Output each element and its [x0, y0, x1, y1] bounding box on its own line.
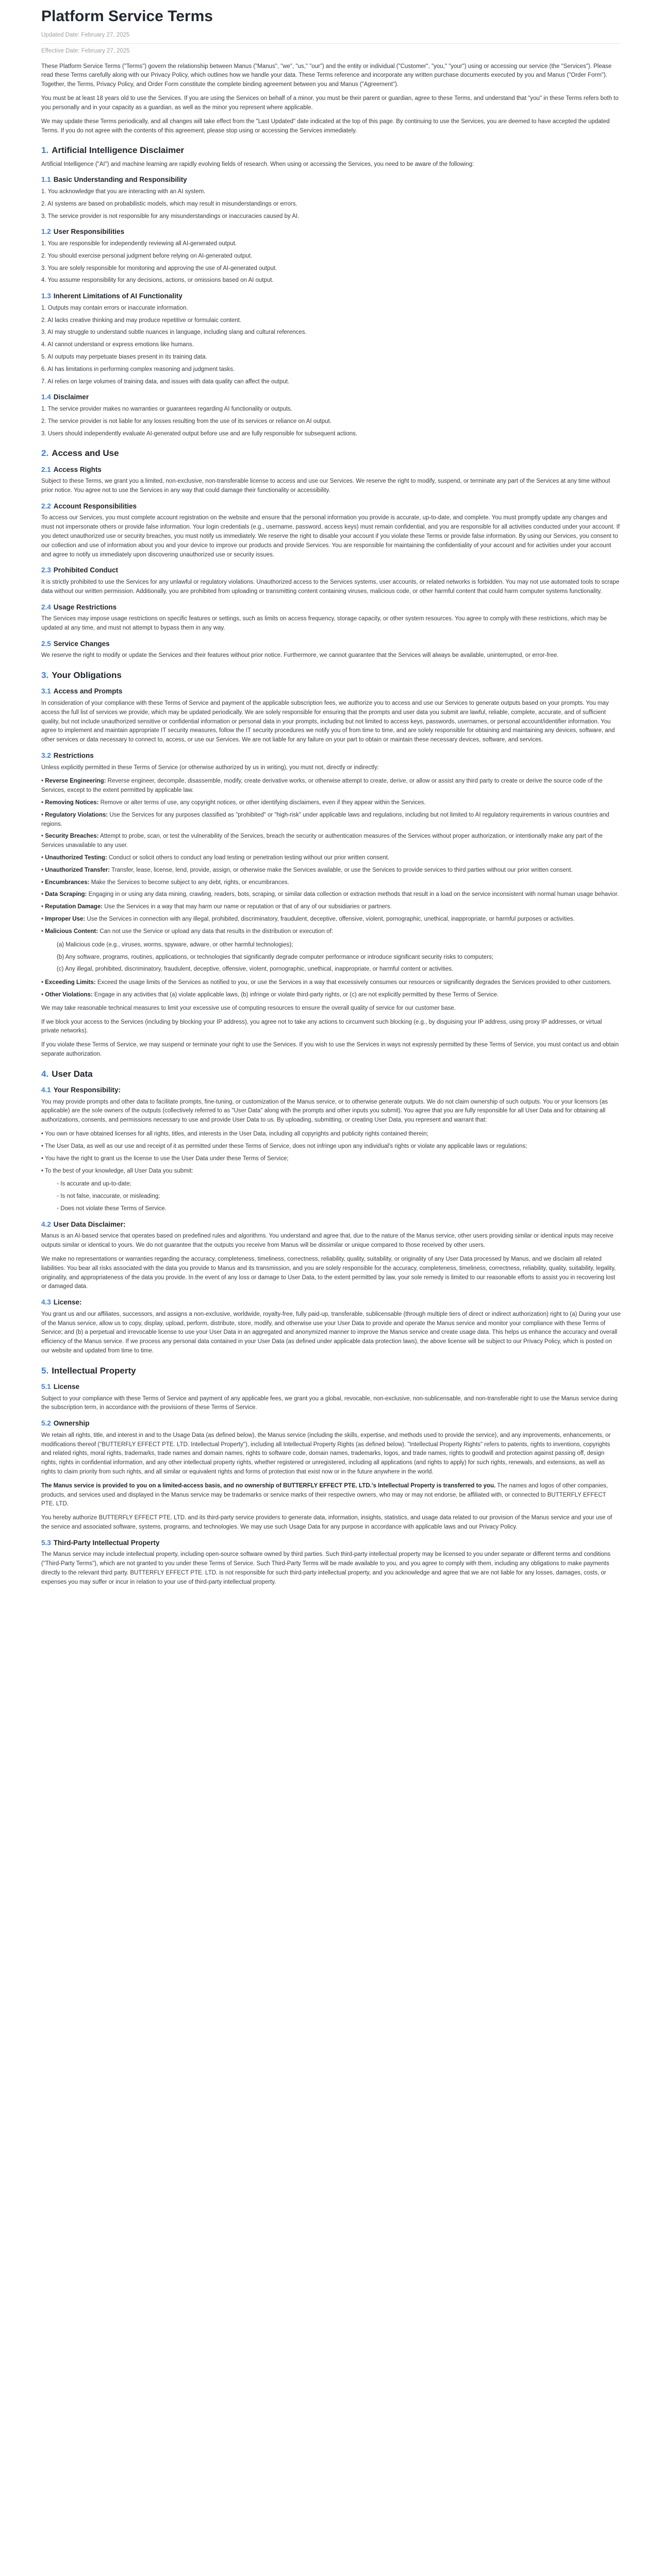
restriction-text: Reverse engineer, decompile, disassemble, modify, create derivative works, or otherwise attempt to create, derive, or allow or assist any third party to create or derive the source code of the Services, except to the extent permitted by applicable law.	[41, 778, 603, 794]
subsection-number: 4.2	[41, 1220, 51, 1228]
subsection-title: Service Changes	[53, 639, 110, 648]
list-item: 4. You assume responsibility for any decisions, actions, or omissions based on AI output.	[41, 277, 274, 284]
restriction-text: Can not use the Service or upload any data that results in the distribution or execution of:	[98, 928, 333, 935]
section-heading-3	[41, 670, 621, 681]
subsection-title: Disclaimer	[53, 393, 89, 401]
restriction-text: Make the Services to become subject to any debt, rights, or encumbrances.	[89, 879, 289, 886]
section-title: User Data	[52, 1069, 93, 1079]
list-item: 1. You acknowledge that you are interacting with an AI system.	[41, 188, 206, 195]
section-heading-2	[41, 448, 621, 459]
section-title: Intellectual Property	[52, 1365, 136, 1376]
subsection-heading-3-1	[41, 687, 621, 696]
section-number: 3.	[41, 670, 49, 681]
section-title: Your Obligations	[52, 670, 122, 681]
list-item: • Removing Notices: Remove or alter terms of use, any copyright notices, or other identifying disclaimers, even if they appear within the Services.	[41, 799, 426, 806]
restriction-text: Transfer, lease, license, lend, provide, assign, or otherwise make the Services available, or use the Services to provide services to third parties without our prior written consent.	[110, 867, 573, 873]
section-heading-5	[41, 1365, 621, 1376]
warranty-sublist	[57, 1180, 621, 1213]
restriction-term: Unauthorized Transfer:	[45, 867, 110, 873]
page-title: Platform Service Terms	[41, 8, 213, 25]
subsection-title: User Data Disclaimer:	[53, 1220, 126, 1228]
warranty-list	[41, 1130, 621, 1176]
subsection-number: 5.1	[41, 1383, 51, 1391]
subsection-heading-1-3	[41, 292, 621, 301]
restriction-text: Use the Services in a way that may harm our name or reputation or that of any of our subsidiaries or partners.	[103, 904, 392, 910]
list-item: 3. Users should independently evaluate AI-generated output before use and are fully responsible for subsequent actions.	[41, 430, 358, 437]
list-item: • Encumbrances: Make the Services to become subject to any debt, rights, or encumbrances.	[41, 879, 289, 886]
list-item: • Reputation Damage: Use the Services in a way that may harm our name or reputation or that of any of our subsidiaries or partners.	[41, 904, 392, 910]
subsection-heading-2-3	[41, 566, 621, 575]
list-item: 1. The service provider makes no warranties or guarantees regarding AI functionality or outputs.	[41, 405, 292, 412]
list-item: • Malicious Content: Can not use the Service or upload any data that results in the distribution or execution of:	[41, 928, 333, 935]
restriction-term: Improper Use:	[45, 916, 86, 923]
list-item: 1. Outputs may contain errors or inaccurate information.	[41, 304, 188, 311]
malicious-sublist	[57, 941, 621, 974]
subsection-title: User Responsibilities	[53, 228, 125, 236]
paragraph: We reserve the right to modify or update the Services and their features without prior notice. Furthermore, we cannot guarantee that the Services will always be available, uninterrupted, or error-free.	[41, 652, 559, 659]
subsection-title: Restrictions	[53, 751, 94, 759]
section-intro: Artificial Intelligence ("AI") and machine learning are rapidly evolving fields of research. When using or accessing the Services, you need to be aware of the following:	[41, 161, 474, 167]
list-item: • You have the right to grant us the license to use the User Data under these Terms of Service;	[41, 1155, 289, 1162]
paragraph: It is strictly prohibited to use the Services for any unlawful or regulatory violations. Unauthorized access to the Services systems, user accounts, or related networks is forbidden. You may not use automated tools to scrape data without our written permission. Additionally, you are prohibited from uploading or transmitting content containing viruses, malicious code, or other harmful content that could harm computer systems functionality.	[41, 579, 620, 595]
list-item: 2. The service provider is not liable for any losses resulting from the use of its services or reliance on AI output.	[41, 418, 332, 425]
list-item: 2. You should exercise personal judgment before relying on AI-generated output.	[41, 252, 253, 259]
subsection-heading-2-1	[41, 465, 621, 474]
restriction-text: Engage in any activities that (a) violate applicable laws, (b) infringe or violate third-party rights, or (c) are not explicitly permitted by these Terms of Service.	[92, 991, 499, 998]
subsection-heading-3-2	[41, 751, 621, 760]
restriction-text: Conduct or solicit others to conduct any load testing or penetration testing without our prior written consent.	[107, 855, 389, 861]
subsection-number: 2.3	[41, 566, 51, 574]
numbered-list	[41, 304, 621, 387]
subsection-heading-2-5	[41, 639, 621, 649]
list-item: 3. The service provider is not responsible for any misunderstandings or inaccuracies caused by AI.	[41, 213, 300, 219]
subsection-number: 2.4	[41, 603, 51, 611]
restriction-text: Exceed the usage limits of the Services as notified to you, or use the Services in a way that excessively consumes our resources or significantly degrades the Services provided to other customers.	[95, 979, 612, 986]
restriction-term: Unauthorized Testing:	[45, 855, 107, 861]
subsection-heading-5-3	[41, 1538, 621, 1548]
list-item: 5. AI outputs may perpetuate biases present in its training data.	[41, 353, 207, 360]
subsection-number: 1.2	[41, 228, 51, 236]
section-title: Access and Use	[52, 448, 119, 459]
list-item: • Exceeding Limits: Exceed the usage limits of the Services as notified to you, or use the Services in a way that excessively consumes our resources or significantly degrades the Services provided to other customers.	[41, 979, 612, 986]
terms-document	[41, 0, 621, 1613]
list-item: 3. You are solely responsible for monitoring and approving the use of AI-generated output.	[41, 265, 277, 272]
subsection-number: 5.3	[41, 1538, 51, 1547]
paragraph: We retain all rights, title, and interest in and to the Usage Data (as defined below), the Manus service (including the skills, expertise, and methods used to provide the service), and any improvements, enhancements, or modifications thereof ("BUTTERFLY EFFECT PTE. LTD. Intellectual Property"), including all Intellectual Property Rights (as defined below). "Intellectual Property Rights" refers to patents, rights to inventions, copyrights and related rights, moral rights, trademarks, trade names and domain names, rights to software code, domain names, trademarks, logos, and trade names, rights to goodwill and protection against passing off, design rights, rights in confidential information, and any other intellectual property rights, whether registered or unregistered, including all applications (and rights to apply) for such rights, renewals, and extensions, as well as rights to claim priority from such rights, and all similar or equivalent rights and forms of protection that exist now or in the future anywhere in the world.	[41, 1432, 611, 1475]
restriction-text: Use the Services for any purposes classified as "prohibited" or "high-risk" under applicable laws and regulations, including but not limited to AI regulatory requirements in various countries and regions.	[41, 811, 609, 827]
subsection-heading-5-1	[41, 1382, 621, 1392]
numbered-list	[41, 188, 621, 221]
list-item: • Unauthorized Transfer: Transfer, lease, license, lend, provide, assign, or otherwise make the Services available, or use the Services to provide services to third parties without our prior written consent.	[41, 867, 573, 873]
subsection-heading-1-4	[41, 393, 621, 402]
paragraph: We make no representations or warranties regarding the accuracy, completeness, timeliness, correctness, reliability, quality, suitability, or originality of any User Data processed by Manus, and we disclaim all related liabilities. You bear all risks associated with the data you provide to Manus and its transmission, and you are solely responsible for the accuracy, completeness, timeliness, correctness, reliability, quality, suitability, legality, originality, and appropriateness of the data you provide. In the event of any loss or damage to User Data, to the extent permitted by law, your sole remedy is limited to our reasonable efforts to assist you in recovering lost or damaged data.	[41, 1256, 616, 1290]
list-item: ◦ Does not violate these Terms of Service.	[57, 1205, 167, 1212]
restriction-term: Regulatory Violations:	[45, 811, 108, 818]
paragraph: Subject to these Terms, we grant you a limited, non-exclusive, non-transferable license to access and use our Services. We reserve the right to modify, suspend, or terminate any part of the Services at any time without prior notice. You agree not to use the Services in any way that could damage their functionality or accessibility.	[41, 478, 610, 494]
list-item: ◦ Is accurate and up-to-date;	[57, 1181, 131, 1188]
list-item: • Security Breaches: Attempt to probe, scan, or test the vulnerability of the Services, breach the security or authentication measures of the Services without proper authorization, or intentionally make any part of the Services unavailable to any user.	[41, 833, 603, 849]
list-item: • Other Violations: Engage in any activities that (a) violate applicable laws, (b) infringe or violate third-party rights, or (c) are not explicitly permitted by these Terms of Service.	[41, 991, 499, 998]
list-item: • The User Data, as well as our use and receipt of it as permitted under these Terms of Service, does not infringe upon any individual's rights or violate any applicable laws or regulations;	[41, 1143, 527, 1149]
intro-paragraph: We may update these Terms periodically, and all changes will take effect from the "Last Updated" date indicated at the top of this page. By continuing to use the Services, you are deemed to have accepted the updated Terms. If you do not agree with the contents of this agreement, please stop using or accessing the Services immediately.	[41, 118, 610, 134]
subsection-number: 1.1	[41, 176, 51, 184]
subsection-title: Ownership	[53, 1419, 90, 1428]
subsection-title: Access Rights	[53, 465, 102, 473]
subsection-number: 1.3	[41, 292, 51, 300]
paragraph: Unless explicitly permitted in these Terms of Service (or otherwise authorized by us in writing), you must not, directly or indirectly:	[41, 764, 379, 771]
restriction-text: Attempt to probe, scan, or test the vulnerability of the Services, breach the security or authentication measures of the Services without proper authorization, or intentionally make any part of the Services unavailable to any user.	[41, 833, 603, 849]
numbered-list	[41, 240, 621, 285]
subsection-title: Your Responsibility:	[53, 1086, 121, 1094]
restriction-term: Data Scraping:	[45, 891, 87, 898]
section-title: Artificial Intelligence Disclaimer	[52, 145, 185, 156]
subsection-title: Basic Understanding and Responsibility	[53, 176, 187, 184]
restriction-text: Remove or alter terms of use, any copyright notices, or other identifying disclaimers, even if they appear within the Services.	[98, 799, 426, 806]
list-item: 2. AI lacks creative thinking and may produce repetitive or formulaic content.	[41, 317, 242, 324]
paragraph: The Manus service may include intellectual property, including open-source software owned by third parties. Such third-party intellectual property may be licensed to you under separate or different terms and conditions ("Third-Party Terms"), which are not granted to you under these Terms of Service. Such Third-Party Terms will be made available to you, and you agree to comply with them, including any obligations to make payments directly to the relevant third party. BUTTERFLY EFFECT PTE. LTD. is not responsible for such third-party intellectual property, and you acknowledge and agree that we are not liable for any losses, damages, costs, or expenses you may suffer or incur in relation to your use of third-party intellectual property.	[41, 1551, 611, 1585]
paragraph: If we block your access to the Services (including by blocking your IP address), you agree not to take any actions to circumvent such blocking (e.g., by disguising your IP address, using proxy IP addresses, or virtual private networks).	[41, 1019, 602, 1035]
paragraph	[41, 1482, 621, 1509]
restriction-term: Security Breaches:	[45, 833, 99, 840]
subsection-title: License	[53, 1383, 80, 1391]
list-item: (a) Malicious code (e.g., viruses, worms, spyware, adware, or other harmful technologies);	[57, 941, 293, 948]
paragraph: To access our Services, you must complete account registration on the website and ensure that the personal information you provide is accurate, up-to-date, and complete. You must promptly update any changes and must not impersonate others or provide false information. Your login credentials (e.g., username, password, access keys) must remain confidential, and you are responsible for all activities conducted under your account. If you detect unauthorized use or security breaches, you must notify us immediately. We reserve the right to disable your account if you violate these Terms or provide false information. By using our Services, you consent to our collection and use of information about you and your device to improve our products and provide Services. You are responsible for maintaining the confidentiality of your account and for activities under your account and agree to notify us immediately upon discovering unauthorized use or security issues.	[41, 515, 620, 558]
subsection-number: 5.2	[41, 1419, 51, 1428]
list-item: • Reverse Engineering: Reverse engineer, decompile, disassemble, modify, create derivative works, or otherwise attempt to create, derive, or allow or assist any third party to create or derive the source code of the Services, except to the extent permitted by applicable law.	[41, 778, 603, 794]
section-number: 4.	[41, 1069, 49, 1079]
restriction-term: Other Violations:	[45, 991, 93, 998]
list-item: 1. You are responsible for independently reviewing all AI-generated output.	[41, 240, 237, 247]
list-item: (b) Any software, programs, routines, applications, or technologies that significantly degrade computer performance or introduce significant security risks to computers;	[57, 954, 493, 960]
list-item: • Data Scraping: Engaging in or using any data mining, crawling, readers, bots, scraping, or similar data collection or extraction methods that result in a load on the service inconsistent with normal human usage behavior.	[41, 891, 619, 898]
subsection-heading-4-3	[41, 1298, 621, 1307]
section-number: 1.	[41, 145, 49, 156]
subsection-heading-2-2	[41, 502, 621, 511]
list-item: 2. AI systems are based on probabilistic models, which may result in misunderstandings or errors.	[41, 200, 297, 207]
subsection-title: License:	[53, 1298, 82, 1307]
list-item: ◦ Is not false, inaccurate, or misleading;	[57, 1193, 160, 1200]
paragraph: In consideration of your compliance with these Terms of Service and payment of the applicable subscription fees, we authorize you to access and use our Services to generate outputs based on your prompts. You may access the full list of services we provide, which may be updated periodically. We are solely responsible for ensuring that the prompts and user data you submit are lawful, reliable, complete, accurate, and of sufficient quality, but not include unauthorized sensitive or confidential information or personal data in your prompts, including but not limited to access keys, passwords, usernames, or personal account/identifier information. You agree to implement and maintain appropriate IT security measures, follow the IT security procedures we notify you of from time to time, and are solely responsible for obtaining and maintaining any devices, software, and other services or data necessary to connect to, access, or use our Services. We are not liable for any failure on your part to obtain or maintain these necessary devices, software, and services.	[41, 700, 615, 743]
list-item: 3. AI may struggle to understand subtle nuances in language, including slang and cultural references.	[41, 329, 307, 336]
restriction-text: Use the Services in connection with any illegal, prohibited, discriminatory, fraudulent, deceptive, offensive, violent, pornographic, unethical, inappropriate, or harmful purposes or activities.	[85, 916, 575, 923]
section-heading-1	[41, 145, 621, 156]
restriction-term: Malicious Content:	[45, 928, 98, 935]
subsection-heading-2-4	[41, 603, 621, 612]
list-item: • Regulatory Violations: Use the Services for any purposes classified as "prohibited" or "high-risk" under applicable laws and regulations, including but not limited to AI regulatory requirements in various countries and regions.	[41, 811, 609, 827]
list-item: • You own or have obtained licenses for all rights, titles, and interests in the User Data, including all copyrights and publicity rights contained therein;	[41, 1131, 428, 1138]
subsection-title: Inherent Limitations of AI Functionality	[53, 292, 183, 300]
paragraph: Subject to your compliance with these Terms of Service and payment of any applicable fees, we grant you a global, revocable, non-exclusive, non-sublicensable, and non-transferable right to use the Manus service during the subscription term, in accordance with the provisions of these Terms of Service.	[41, 1395, 618, 1411]
numbered-list	[41, 405, 621, 438]
subsection-heading-1-1	[41, 175, 621, 184]
restriction-text: Engaging in or using any data mining, crawling, readers, bots, scraping, or similar data collection or extraction methods that result in a load on the service inconsistent with normal human usage behavior.	[87, 891, 619, 898]
restriction-term: Exceeding Limits:	[45, 979, 96, 986]
subsection-title: Prohibited Conduct	[53, 566, 119, 574]
list-item: (c) Any illegal, prohibited, discriminatory, fraudulent, deceptive, offensive, violent, pornographic, unethical, inappropriate, or harmful content or activities.	[57, 966, 454, 973]
list-item: 6. AI has limitations in performing complex reasoning and judgment tasks.	[41, 366, 235, 372]
list-item: 7. AI relies on large volumes of training data, and issues with data quality can affect the output.	[41, 378, 290, 385]
subsection-number: 3.1	[41, 687, 51, 696]
restriction-term: Reverse Engineering:	[45, 778, 106, 785]
section-number: 2.	[41, 448, 49, 459]
intro-paragraph: You must be at least 18 years old to use the Services. If you are using the Services on behalf of a minor, you must be their parent or guardian, agree to these Terms, and understand that "you" in these Terms refers both to you personally and in your capacity as a guardian, as well as the minor you represent where applicable.	[41, 95, 619, 111]
subsection-number: 3.2	[41, 751, 51, 759]
subsection-title: Access and Prompts	[53, 687, 123, 696]
subsection-heading-4-1	[41, 1086, 621, 1095]
list-item: • Improper Use: Use the Services in connection with any illegal, prohibited, discriminatory, fraudulent, deceptive, offensive, violent, pornographic, unethical, inappropriate, or harmful purposes or activities.	[41, 916, 575, 923]
restriction-term: Removing Notices:	[45, 799, 99, 806]
restriction-term: Encumbrances:	[45, 879, 90, 886]
paragraph: You may provide prompts and other data to facilitate prompts, fine-tuning, or customization of the Manus service, or to otherwise generate outputs. We do not claim ownership of such outputs. You or your licensors (as applicable) are the sole owners of the outputs (collectively referred to as "User Data" along with the prompts and other inputs you submit). You agree that you are fully responsible for all User Data and for obtaining all authorizations, consents, and permissions necessary to use and provide User Data to us. By uploading, submitting, or creating User Data, you represent and warrant that:	[41, 1098, 608, 1124]
section-number: 5.	[41, 1365, 49, 1376]
subsection-title: Third-Party Intellectual Property	[53, 1538, 160, 1547]
effective-date: Effective Date: February 27, 2025	[41, 47, 130, 54]
section-heading-4	[41, 1069, 621, 1079]
restriction-term: Reputation Damage:	[45, 904, 103, 910]
paragraph: We may take reasonable technical measures to limit your excessive use of computing resources to ensure the overall quality of service for our customer base.	[41, 1005, 456, 1011]
subsection-number: 4.3	[41, 1298, 51, 1307]
updated-date: Updated Date: February 27, 2025	[41, 31, 621, 44]
subsection-heading-4-2	[41, 1220, 621, 1229]
subsection-number: 2.2	[41, 502, 51, 510]
subsection-heading-5-2	[41, 1419, 621, 1428]
paragraph: The Services may impose usage restrictions on specific features or settings, such as limits on access frequency, storage capacity, or other system resources. You agree to comply with these restrictions, which may be updated at any time, and must not attempt to bypass them in any way.	[41, 616, 607, 631]
restrictions-list-continued	[41, 978, 621, 1000]
intro-paragraph: These Platform Service Terms ("Terms") govern the relationship between Manus ("Manus", "we", "us," "our") and the entity or individual ("Customer", "you," "your") using or accessing our service (the "Services"). Please read these Terms carefully along with our Privacy Policy, which outlines how we handle your data. These Terms reference and incorporate any written purchase documents executed by you and Manus ("Order Form"). Together, the Terms, Privacy Policy, and Order Form constitute the complete binding agreement between you and Manus ("Agreement").	[41, 63, 612, 88]
paragraph-text: The names and logos of other companies, products, and services used and displayed in the Manus service may be trademarks or service marks of their respective owners, who may or may not endorse, be affiliated with, or connected to BUTTERFLY EFFECT PTE. LTD.	[41, 1482, 608, 1507]
subsection-number: 4.1	[41, 1086, 51, 1094]
list-item: • Unauthorized Testing: Conduct or solicit others to conduct any load testing or penetration testing without our prior written consent.	[41, 855, 389, 861]
emphasis-text: The Manus service is provided to you on a limited-access basis, and no ownership of BUTTERFLY EFFECT PTE. LTD.'s Intellectual Property is transferred to you.	[41, 1482, 496, 1489]
subsection-number: 2.1	[41, 465, 51, 473]
subsection-heading-1-2	[41, 227, 621, 236]
subsection-number: 2.5	[41, 639, 51, 648]
paragraph: You grant us and our affiliates, successors, and assigns a non-exclusive, worldwide, royalty-free, fully paid-up, transferable, sublicensable (through multiple tiers of direct or indirect authorization) right to (a) During your use of the Manus service, allow us to copy, display, upload, perform, distribute, store, modify, and otherwise use your User Data to provide and operate the Manus service and monitor your compliance with these Terms of Service; and (b) a perpetual and irrevocable license to use your User Data in an aggregated and anonymized manner to improve the Manus service and create usage data. This helps us enhance the accuracy and overall efficiency of the Manus service. If we process any personal data contained in your User Data (as defined under applicable data protection laws), the above license will be subject to our Privacy Policy, which is posted on our website and updated from time to time.	[41, 1311, 621, 1354]
subsection-number: 1.4	[41, 393, 51, 401]
list-item: • To the best of your knowledge, all User Data you submit:	[41, 1167, 193, 1174]
paragraph: Manus is an AI-based service that operates based on predefined rules and algorithms. You understand and agree that, due to the nature of the Manus service, other users providing similar or identical inputs may receive outputs similar or identical to yours. We do not guarantee that the outputs you receive from Manus will be dissimilar or unique compared to those received by other users.	[41, 1233, 614, 1249]
list-item: 4. AI cannot understand or express emotions like humans.	[41, 342, 194, 348]
restrictions-list	[41, 777, 621, 936]
subsection-title: Usage Restrictions	[53, 603, 117, 611]
paragraph: If you violate these Terms of Service, we may suspend or terminate your right to use the Services. If you wish to use the Services in ways not expressly permitted by these Terms of Service, you must contact us and obtain separate authorization.	[41, 1042, 619, 1058]
paragraph: You hereby authorize BUTTERFLY EFFECT PTE. LTD. and its third-party service providers to generate data, information, insights, statistics, and usage data related to our provision of the Manus service and your use of the service and associated software, systems, programs, and technologies. We may use such Usage Data for any purpose in accordance with applicable laws and our Privacy Policy.	[41, 1515, 613, 1531]
subsection-title: Account Responsibilities	[53, 502, 137, 510]
